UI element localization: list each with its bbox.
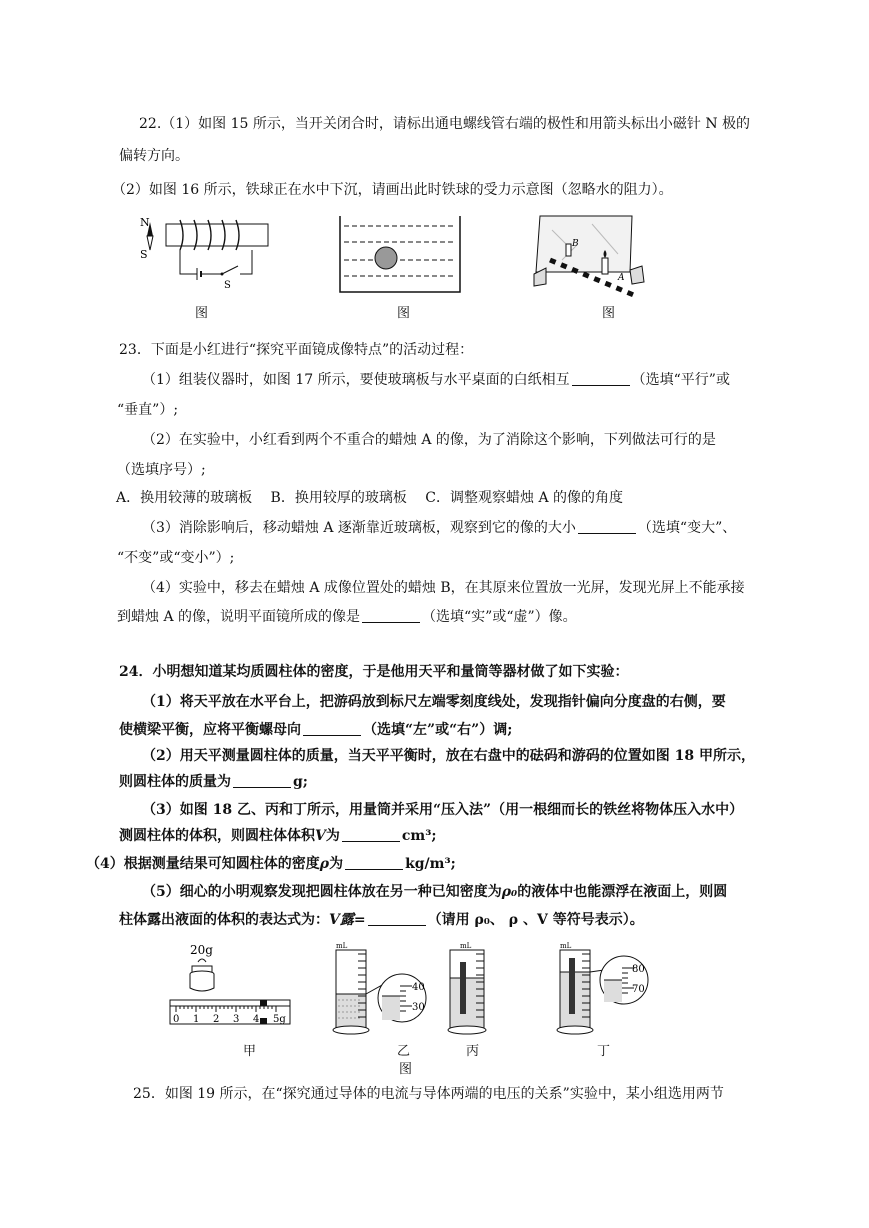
magnifier-yi-30: 30: [412, 1002, 425, 1013]
answer-blank[interactable]: [362, 608, 420, 623]
caption-jia: 甲: [243, 1044, 257, 1059]
ruler-tick-0: 0: [173, 1014, 180, 1025]
caption-yi: 乙: [397, 1044, 411, 1059]
ruler-tick-2: 2: [213, 1014, 220, 1025]
ruler-tick-5: 5g: [273, 1014, 286, 1025]
figure-18-ding-cylinder: [556, 940, 652, 1036]
q23-part4-cont: 到蜡烛 A 的像，说明平面镜所成的像是 （选填“实”或“虚”）像。: [117, 609, 577, 625]
q25-line-1: 25．如图 19 所示，在“探究通过导体的电流与导体两端的电压的关系”实验中，某小组选用两节: [133, 1086, 724, 1102]
answer-blank[interactable]: [342, 827, 400, 842]
q24-part3-cont: 测圆柱体的体积，则圆柱体体积V为 cm³;: [119, 828, 437, 844]
candle-a-label: A: [618, 273, 625, 283]
candle-b-label: B: [572, 239, 579, 249]
q23-part3: （3）消除影响后，移动蜡烛 A 逐渐靠近玻璃板，观察到它的像的大小 （选填“变大”、: [142, 520, 737, 536]
q23-options: A．换用较薄的玻璃板 B．换用较厚的玻璃板 C．调整观察蜡烛 A 的像的角度: [116, 490, 624, 506]
q23-part2: （2）在实验中，小红看到两个不重合的蜡烛 A 的像，为了消除这个影响，下列做法可行的是: [142, 432, 716, 448]
answer-blank[interactable]: [572, 371, 630, 386]
magnifier-ding-80: 80: [632, 964, 645, 975]
compass-n-label: N: [140, 216, 150, 229]
figure-18-bing-cylinder: [446, 940, 490, 1036]
q24-part3: （3）如图 18 乙、丙和丁所示，用量筒并采用“压入法”（用一根细而长的铁丝将物体压入水中）: [142, 802, 744, 818]
cylinder-unit-label: mL: [560, 942, 572, 950]
q24-part2: （2）用天平测量圆柱体的质量，当天平平衡时，放在右盘中的砝码和游码的位置如图 18 甲所示，: [142, 748, 755, 764]
q24-part5-cont: 柱体露出液面的体积的表达式为：V露= （请用 ρ₀、 ρ 、V 等符号表示）。: [119, 912, 644, 928]
figure-15-caption: 图: [195, 306, 209, 321]
answer-blank[interactable]: [233, 773, 291, 788]
figure-18-yi-cylinder: [332, 940, 432, 1036]
ruler-tick-3: 3: [233, 1014, 240, 1025]
figure-15-solenoid: [122, 210, 270, 290]
weight-label: 20g: [190, 943, 213, 957]
ruler-tick-4: 4: [253, 1014, 260, 1025]
caption-ding: 丁: [597, 1044, 611, 1059]
figure-17-caption: 图: [602, 306, 616, 321]
figure-16-beaker: [338, 216, 462, 294]
q24-line-1: 24．小明想知道某均质圆柱体的密度，于是他用天平和量筒等器材做了如下实验：: [119, 664, 629, 680]
q23-line-1: 23．下面是小红进行“探究平面镜成像特点”的活动过程：: [119, 342, 474, 358]
q23-part3-cont: “不变”或“变小”）;: [117, 550, 235, 566]
q23-part2-cont: （选填序号）;: [117, 462, 206, 478]
answer-blank[interactable]: [345, 855, 403, 870]
q23-part1-cont: “垂直”）;: [117, 402, 179, 418]
q23-part4: （4）实验中，移去在蜡烛 A 成像位置处的蜡烛 B，在其原来位置放一光屏，发现光屏上不能承接: [142, 580, 745, 596]
q24-part1: （1）将天平放在水平台上，把游码放到标尺左端零刻度线处，发现指针偏向分度盘的右侧，要: [142, 694, 726, 710]
q24-part5: （5）细心的小明观察发现把圆柱体放在另一种已知密度为ρ₀的液体中也能漂浮在液面上，则圆: [142, 884, 728, 900]
q22-line-3: （2）如图 16 所示，铁球正在水中下沉，请画出此时铁球的受力示意图（忽略水的阻力）。: [112, 182, 673, 198]
answer-blank[interactable]: [303, 721, 361, 736]
ruler-tick-1: 1: [193, 1014, 200, 1025]
answer-blank[interactable]: [368, 911, 426, 926]
figure-18-jia-balance: [166, 940, 294, 1032]
figure-18-caption: 图: [399, 1062, 413, 1077]
q24-part4: （4）根据测量结果可知圆柱体的密度ρ为 kg/m³;: [86, 856, 456, 872]
switch-label: S: [224, 280, 231, 290]
q24-part1-cont: 使横梁平衡，应将平衡螺母向 （选填“左”或“右”）调;: [119, 722, 513, 738]
magnifier-ding-70: 70: [632, 984, 645, 995]
q22-line-1: 22.（1）如图 15 所示，当开关闭合时，请标出通电螺线管右端的极性和用箭头标出小磁针 N 极的: [139, 116, 751, 132]
q24-part2-cont: 则圆柱体的质量为 g;: [119, 774, 308, 790]
q23-part1: （1）组装仪器时，如图 17 所示，要使玻璃板与水平桌面的白纸相互 （选填“平行”或: [142, 372, 730, 388]
cylinder-unit-label: mL: [460, 942, 472, 950]
q22-line-2: 偏转方向。: [119, 148, 189, 164]
compass-s-label: S: [140, 248, 148, 261]
figure-17-plane-mirror: [532, 210, 652, 298]
caption-bing: 丙: [466, 1044, 480, 1059]
figure-16-caption: 图: [397, 306, 411, 321]
answer-blank[interactable]: [578, 519, 636, 534]
magnifier-yi-40: 40: [412, 982, 425, 993]
cylinder-unit-label: mL: [336, 942, 348, 950]
